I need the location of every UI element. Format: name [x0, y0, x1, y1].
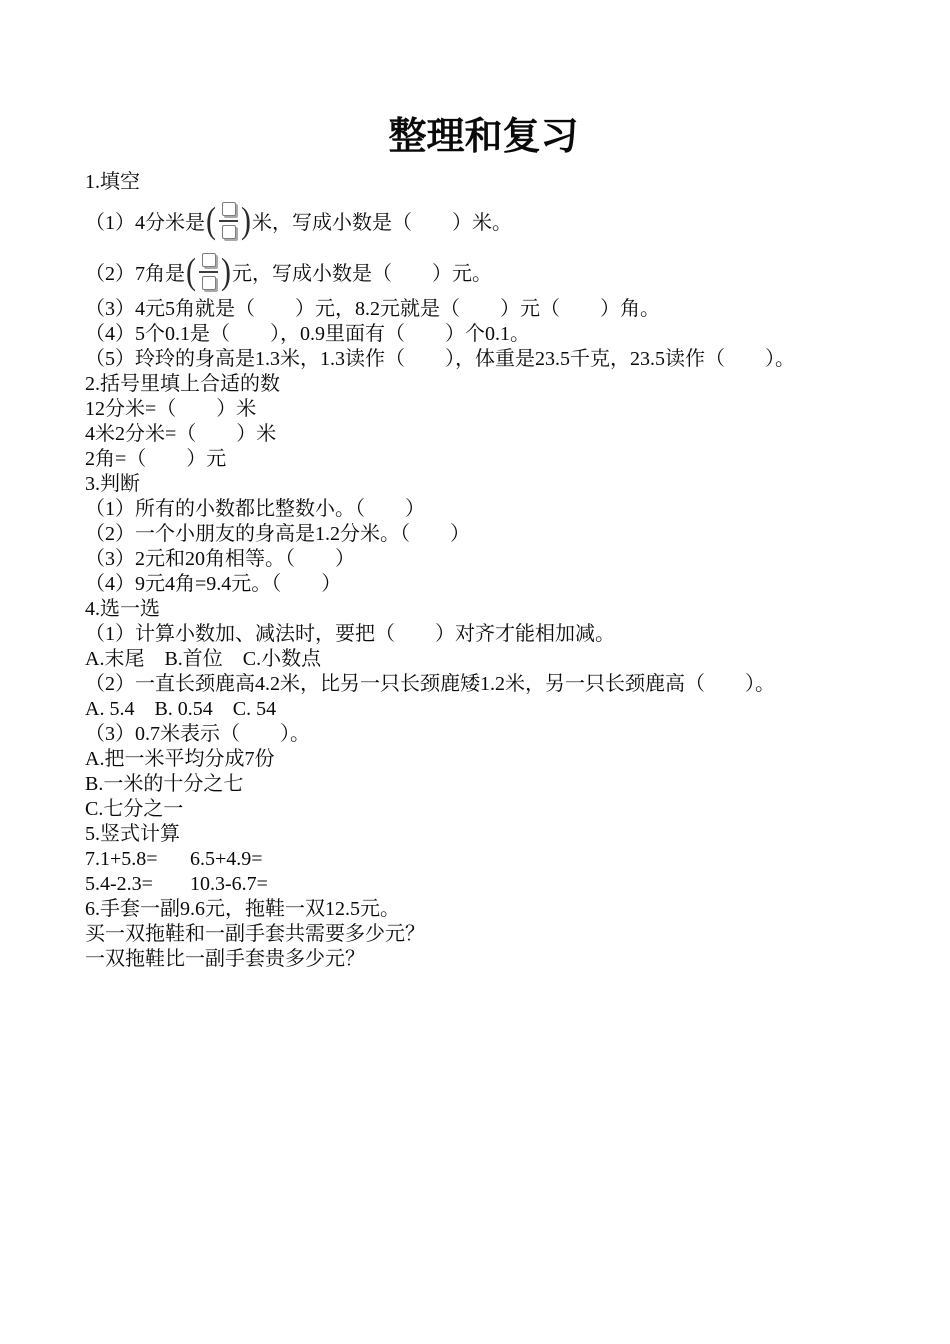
word-problem-q1: 买一双拖鞋和一副手套共需要多少元？ — [85, 923, 425, 945]
fraction-stack — [199, 253, 218, 290]
fraction-bar — [219, 220, 238, 222]
choose-q3-option-c: C.七分之一 — [85, 798, 184, 820]
choose-q3: （3）0.7米表示（ ）。 — [85, 723, 310, 745]
section2-heading: 2.括号里填上合适的数 — [85, 373, 280, 395]
fill-q1-prefix: （1）4分米是 — [85, 212, 205, 234]
fraction-close-paren: ) — [221, 250, 231, 292]
fill-q2-prefix: （2）7角是 — [85, 263, 185, 285]
fill-q2 — [85, 246, 882, 297]
judge-q4: （4）9元4角=9.4元。（ ） — [85, 573, 342, 595]
fill-q2-suffix: 元，写成小数是（ ）元。 — [232, 263, 492, 285]
calc-row1 — [85, 847, 882, 872]
brackets-q1: 12分米=（ ）米 — [85, 398, 257, 420]
brackets-q3: 2角=（ ）元 — [85, 448, 227, 470]
judge-q3: （3）2元和20角相等。（ ） — [85, 548, 355, 570]
fraction-open-paren: ( — [186, 250, 196, 292]
choose-q3-option-b: B.一米的十分之七 — [85, 773, 244, 795]
section1-heading: 1.填空 — [85, 171, 140, 193]
section3-heading: 3.判断 — [85, 473, 140, 495]
word-problem-intro: 6.手套一副9.6元，拖鞋一双12.5元。 — [85, 898, 400, 920]
fraction-numerator-box — [202, 253, 216, 267]
calc-row2 — [85, 872, 882, 897]
fraction-denominator-box — [222, 225, 236, 239]
fill-q3: （3）4元5角就是（ ）元，8.2元就是（ ）元（ ）角。 — [85, 298, 660, 320]
calc-row2-left: 5.4-2.3= — [85, 873, 153, 895]
fraction-blank — [186, 250, 231, 292]
fraction-blank — [206, 199, 251, 241]
calc-row2-right: 10.3-6.7= — [190, 873, 268, 895]
fraction-close-paren: ) — [241, 199, 251, 241]
choose-q2: （2）一直长颈鹿高4.2米，比另一只长颈鹿矮1.2米，另一只长颈鹿高（ ）。 — [85, 673, 775, 695]
judge-q2: （2）一个小朋友的身高是1.2分米。（ ） — [85, 523, 470, 545]
fill-q1 — [85, 195, 882, 246]
choose-q1-options: A.末尾 B.首位 C.小数点 — [85, 648, 322, 670]
fill-q1-suffix: 米，写成小数是（ ）米。 — [252, 212, 512, 234]
fraction-stack — [219, 202, 238, 239]
fill-q5: （5）玲玲的身高是1.3米，1.3读作（ ），体重是23.5千克，23.5读作（ ）。 — [85, 348, 795, 370]
fill-q4: （4）5个0.1是（ ），0.9里面有（ ）个0.1。 — [85, 323, 530, 345]
brackets-q2: 4米2分米=（ ）米 — [85, 423, 277, 445]
fraction-denominator-box — [202, 276, 216, 290]
word-problem-q2: 一双拖鞋比一副手套贵多少元？ — [85, 948, 365, 970]
choose-q1: （1）计算小数加、减法时，要把（ ）对齐才能相加减。 — [85, 623, 615, 645]
choose-q2-options: A. 5.4 B. 0.54 C. 54 — [85, 698, 277, 720]
section5-heading: 5.竖式计算 — [85, 823, 180, 845]
section4-heading: 4.选一选 — [85, 598, 160, 620]
fraction-open-paren: ( — [206, 199, 216, 241]
calc-row1-left: 7.1+5.8= — [85, 848, 158, 870]
calc-row1-right: 6.5+4.9= — [190, 848, 263, 870]
fraction-numerator-box — [222, 202, 236, 216]
judge-q1: （1）所有的小数都比整数小。（ ） — [85, 498, 425, 520]
choose-q3-option-a: A.把一米平均分成7份 — [85, 748, 275, 770]
page-title: 整理和复习 — [388, 116, 579, 158]
fraction-bar — [199, 271, 218, 273]
